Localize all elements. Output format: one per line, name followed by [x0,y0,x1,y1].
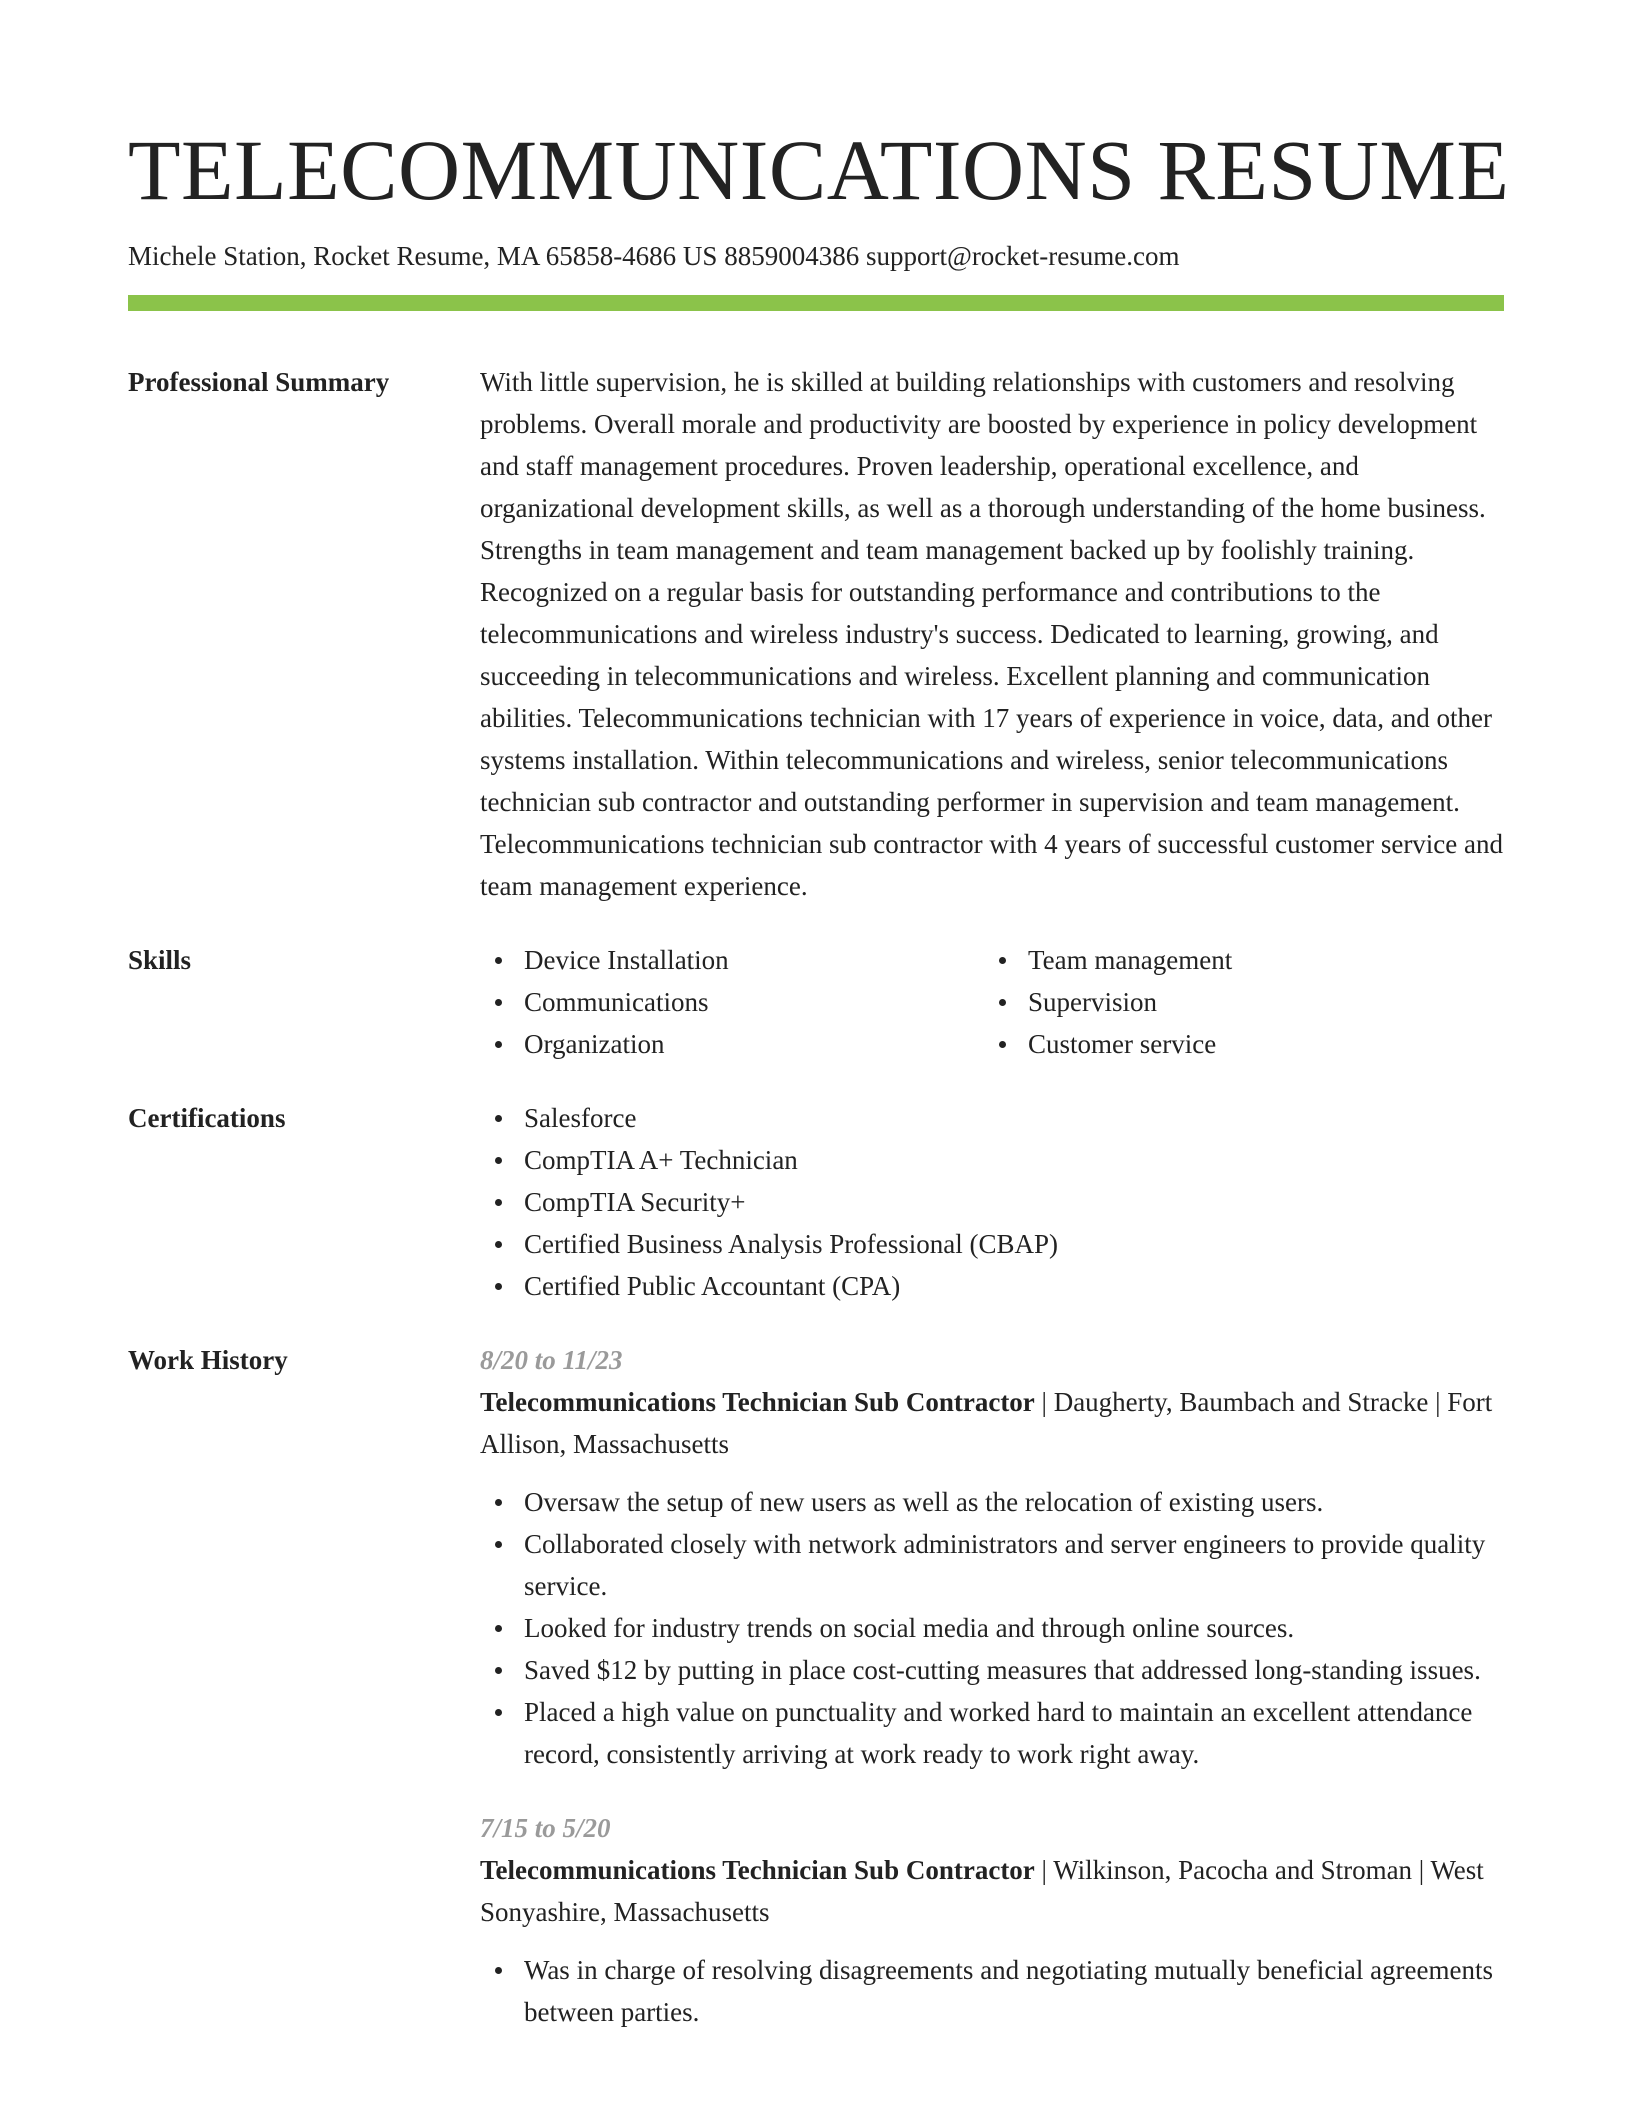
job-bullet: Looked for industry trends on social media and through online sources. [480,1607,1504,1649]
skills-heading: Skills [128,945,192,975]
skill-item: Customer service [984,1023,1488,1065]
work-history-section [128,1339,1504,2033]
job-title: Telecommunications Technician Sub Contractor [480,1855,1035,1885]
certification-item: Salesforce [480,1097,1504,1139]
job-heading [480,1849,1504,1933]
skill-item: Organization [480,1023,984,1065]
skill-item: Communications [480,981,984,1023]
skills-grid [480,939,1504,1065]
job-title: Telecommunications Technician Sub Contractor [480,1387,1035,1417]
certifications-heading: Certifications [128,1103,286,1133]
summary-heading: Professional Summary [128,367,390,397]
job-entry [480,1807,1504,2033]
job-bullet: Oversaw the setup of new users as well as the relocation of existing users. [480,1481,1504,1523]
skills-list-left [480,939,984,1065]
certifications-section [128,1097,1504,1307]
skill-item: Device Installation [480,939,984,981]
certifications-body [480,1097,1504,1307]
resume-page [128,0,1510,2033]
job-bullet: Saved $12 by putting in place cost-cutting measures that addressed long-standing issues. [480,1649,1504,1691]
job-employer-location: | Wilkinson, Pacocha and Stroman | West Sonyashire, Massachusetts [480,1855,1484,1927]
certification-item: Certified Public Accountant (CPA) [480,1265,1504,1307]
job-bullet: Placed a high value on punctuality and worked hard to maintain an excellent attendance record, consistently arriving at work ready to work right away. [480,1691,1504,1775]
job-entry [480,1339,1504,1775]
job-bullets [480,1481,1504,1775]
summary-text: With little supervision, he is skilled at building relationships with customers and resolving problems. Overall morale and productivity are boosted by experience in policy development and staff management procedures. Proven leadership, operational excellence, and organizational development skills, as well as a thorough understanding of the home business. Strengths in team management and team management backed up by foolishly training. Recognized on a regular basis for outstanding performance and contributions to the telecommunications and wireless industry's success. Dedicated to learning, growing, and succeeding in telecommunications and wireless. Excellent planning and communication abilities. Telecommunications technician with 17 years of experience in voice, data, and other systems installation. Within telecommunications and wireless, senior telecommunications technician sub contractor and outstanding performer in supervision and team management. Telecommunications technician sub contractor with 4 years of successful customer service and team management experience. [480,367,1504,901]
skills-list-right [984,939,1488,1065]
job-bullets [480,1949,1504,2033]
certification-item: CompTIA A+ Technician [480,1139,1504,1181]
skill-item: Team management [984,939,1488,981]
contact-line: Michele Station, Rocket Resume, MA 65858-4686 US 8859004386 support@rocket-resume.com [128,241,1180,271]
job-employer-location: | Daugherty, Baumbach and Stracke | Fort Allison, Massachusetts [480,1387,1493,1459]
job-dates: 7/15 to 5/20 [480,1813,611,1843]
summary-section [128,361,1504,907]
certifications-list [480,1097,1504,1307]
work-history-body [480,1339,1504,2033]
certification-item: CompTIA Security+ [480,1181,1504,1223]
job-bullet: Was in charge of resolving disagreements and negotiating mutually beneficial agreements between parties. [480,1949,1504,2033]
certification-item: Certified Business Analysis Professional (CBAP) [480,1223,1504,1265]
job-dates: 8/20 to 11/23 [480,1345,623,1375]
summary-body [480,361,1504,907]
skills-section [128,939,1504,1065]
work-history-heading: Work History [128,1345,288,1375]
skill-item: Supervision [984,981,1488,1023]
job-bullet: Collaborated closely with network administrators and server engineers to provide quality service. [480,1523,1504,1607]
job-heading [480,1381,1504,1465]
skills-body [480,939,1504,1065]
accent-divider [128,295,1504,311]
resume-title: TELECOMMUNICATIONS RESUME [128,122,1510,218]
